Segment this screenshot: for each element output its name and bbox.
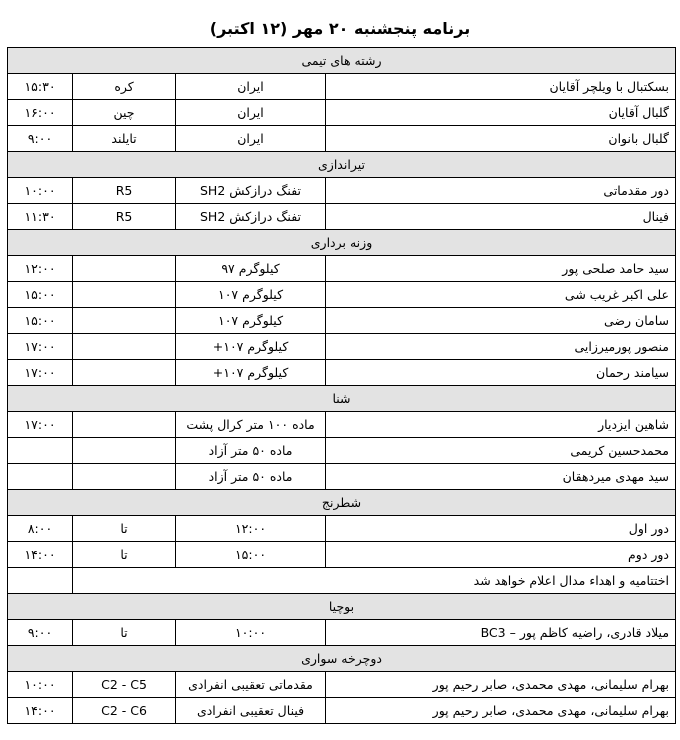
event-cell: کیلوگرم ۱۰۷+ bbox=[176, 334, 326, 360]
closing-note: اختتامیه و اهداء مدال اعلام خواهد شد bbox=[73, 568, 676, 594]
section-heading: تیراندازی bbox=[8, 152, 676, 178]
athlete-name-cell: شاهین ایزدیار bbox=[326, 412, 676, 438]
opponent-class-cell: تایلند bbox=[73, 126, 176, 152]
table-row bbox=[8, 256, 676, 282]
event-cell: تفنگ درازکش SH2 bbox=[176, 204, 326, 230]
table-row bbox=[8, 438, 676, 464]
section-heading: شطرنج bbox=[8, 490, 676, 516]
athlete-name-cell: بهرام سلیمانی، مهدی محمدی، صابر رحیم پور bbox=[326, 698, 676, 724]
opponent-class-cell: تا bbox=[73, 516, 176, 542]
opponent-class-cell: C2 - C6 bbox=[73, 698, 176, 724]
athlete-name-cell: سید مهدی میردهقان bbox=[326, 464, 676, 490]
opponent-class-cell bbox=[73, 464, 176, 490]
opponent-class-cell bbox=[73, 308, 176, 334]
event-cell: ایران bbox=[176, 126, 326, 152]
time-cell: ۱۰:۰۰ bbox=[8, 672, 73, 698]
table-row bbox=[8, 178, 676, 204]
opponent-class-cell bbox=[73, 360, 176, 386]
athlete-name-cell: فینال bbox=[326, 204, 676, 230]
table-row bbox=[8, 100, 676, 126]
table-row bbox=[8, 516, 676, 542]
athlete-name-cell: گلبال آقایان bbox=[326, 100, 676, 126]
event-cell: ماده ۵۰ متر آزاد bbox=[176, 464, 326, 490]
opponent-class-cell: تا bbox=[73, 542, 176, 568]
schedule-table bbox=[7, 47, 676, 724]
section-heading: بوچیا bbox=[8, 594, 676, 620]
time-cell: ۱۴:۰۰ bbox=[8, 698, 73, 724]
opponent-class-cell bbox=[73, 438, 176, 464]
athlete-name-cell: بهرام سلیمانی، مهدی محمدی، صابر رحیم پور bbox=[326, 672, 676, 698]
note-row bbox=[8, 568, 676, 594]
event-cell: ۱۰:۰۰ bbox=[176, 620, 326, 646]
section-heading: رشته های تیمی bbox=[8, 48, 676, 74]
time-cell: ۱۲:۰۰ bbox=[8, 256, 73, 282]
table-row bbox=[8, 412, 676, 438]
section-header-row bbox=[8, 152, 676, 178]
time-cell: ۱۶:۰۰ bbox=[8, 100, 73, 126]
event-cell: مقدماتی تعقیبی انفرادی bbox=[176, 672, 326, 698]
opponent-class-cell: R5 bbox=[73, 204, 176, 230]
athlete-name-cell: محمدحسین کریمی bbox=[326, 438, 676, 464]
event-cell: کیلوگرم ۱۰۷+ bbox=[176, 360, 326, 386]
table-row bbox=[8, 204, 676, 230]
table-row bbox=[8, 282, 676, 308]
time-cell: ۹:۰۰ bbox=[8, 620, 73, 646]
athlete-name-cell: گلبال بانوان bbox=[326, 126, 676, 152]
time-cell bbox=[8, 464, 73, 490]
event-cell: فینال تعقیبی انفرادی bbox=[176, 698, 326, 724]
time-cell: ۱۷:۰۰ bbox=[8, 334, 73, 360]
opponent-class-cell: R5 bbox=[73, 178, 176, 204]
section-header-row bbox=[8, 490, 676, 516]
section-heading: وزنه برداری bbox=[8, 230, 676, 256]
table-row bbox=[8, 126, 676, 152]
table-row bbox=[8, 334, 676, 360]
time-cell: ۸:۰۰ bbox=[8, 516, 73, 542]
opponent-class-cell: کره bbox=[73, 74, 176, 100]
table-row bbox=[8, 74, 676, 100]
time-cell bbox=[8, 438, 73, 464]
time-cell: ۱۱:۳۰ bbox=[8, 204, 73, 230]
time-cell bbox=[8, 568, 73, 594]
athlete-name-cell: بسکتبال با ویلچر آقایان bbox=[326, 74, 676, 100]
event-cell: کیلوگرم ۱۰۷ bbox=[176, 308, 326, 334]
section-header-row bbox=[8, 230, 676, 256]
athlete-name-cell: دور دوم bbox=[326, 542, 676, 568]
section-header-row bbox=[8, 48, 676, 74]
section-header-row bbox=[8, 646, 676, 672]
time-cell: ۱۰:۰۰ bbox=[8, 178, 73, 204]
athlete-name-cell: سامان رضی bbox=[326, 308, 676, 334]
time-cell: ۱۵:۰۰ bbox=[8, 282, 73, 308]
opponent-class-cell: چین bbox=[73, 100, 176, 126]
athlete-name-cell: سید حامد صلحی پور bbox=[326, 256, 676, 282]
opponent-class-cell bbox=[73, 334, 176, 360]
athlete-name-cell: میلاد قادری، راضیه کاظم پور – BC3 bbox=[326, 620, 676, 646]
time-cell: ۹:۰۰ bbox=[8, 126, 73, 152]
opponent-class-cell: C2 - C5 bbox=[73, 672, 176, 698]
opponent-class-cell bbox=[73, 282, 176, 308]
time-cell: ۱۴:۰۰ bbox=[8, 542, 73, 568]
time-cell: ۱۵:۳۰ bbox=[8, 74, 73, 100]
section-header-row bbox=[8, 386, 676, 412]
table-row bbox=[8, 698, 676, 724]
event-cell: ماده ۵۰ متر آزاد bbox=[176, 438, 326, 464]
athlete-name-cell: دور مقدماتی bbox=[326, 178, 676, 204]
time-cell: ۱۵:۰۰ bbox=[8, 308, 73, 334]
athlete-name-cell: علی اکبر غریب شی bbox=[326, 282, 676, 308]
event-cell: ماده ۱۰۰ متر کرال پشت bbox=[176, 412, 326, 438]
page-title: برنامه پنجشنبه ۲۰ مهر (۱۲ اکتبر) bbox=[209, 19, 471, 38]
table-row bbox=[8, 620, 676, 646]
athlete-name-cell: منصور پورمیرزایی bbox=[326, 334, 676, 360]
athlete-name-cell: دور اول bbox=[326, 516, 676, 542]
table-row bbox=[8, 542, 676, 568]
event-cell: تفنگ درازکش SH2 bbox=[176, 178, 326, 204]
opponent-class-cell: تا bbox=[73, 620, 176, 646]
opponent-class-cell bbox=[73, 412, 176, 438]
section-heading: دوچرخه سواری bbox=[8, 646, 676, 672]
event-cell: کیلوگرم ۹۷ bbox=[176, 256, 326, 282]
time-cell: ۱۷:۰۰ bbox=[8, 360, 73, 386]
section-heading: شنا bbox=[8, 386, 676, 412]
table-row bbox=[8, 360, 676, 386]
time-cell: ۱۷:۰۰ bbox=[8, 412, 73, 438]
table-row bbox=[8, 672, 676, 698]
event-cell: ایران bbox=[176, 74, 326, 100]
table-row bbox=[8, 464, 676, 490]
athlete-name-cell: سیامند رحمان bbox=[326, 360, 676, 386]
event-cell: ۱۵:۰۰ bbox=[176, 542, 326, 568]
opponent-class-cell bbox=[73, 256, 176, 282]
event-cell: کیلوگرم ۱۰۷ bbox=[176, 282, 326, 308]
event-cell: ایران bbox=[176, 100, 326, 126]
event-cell: ۱۲:۰۰ bbox=[176, 516, 326, 542]
section-header-row bbox=[8, 594, 676, 620]
table-row bbox=[8, 308, 676, 334]
